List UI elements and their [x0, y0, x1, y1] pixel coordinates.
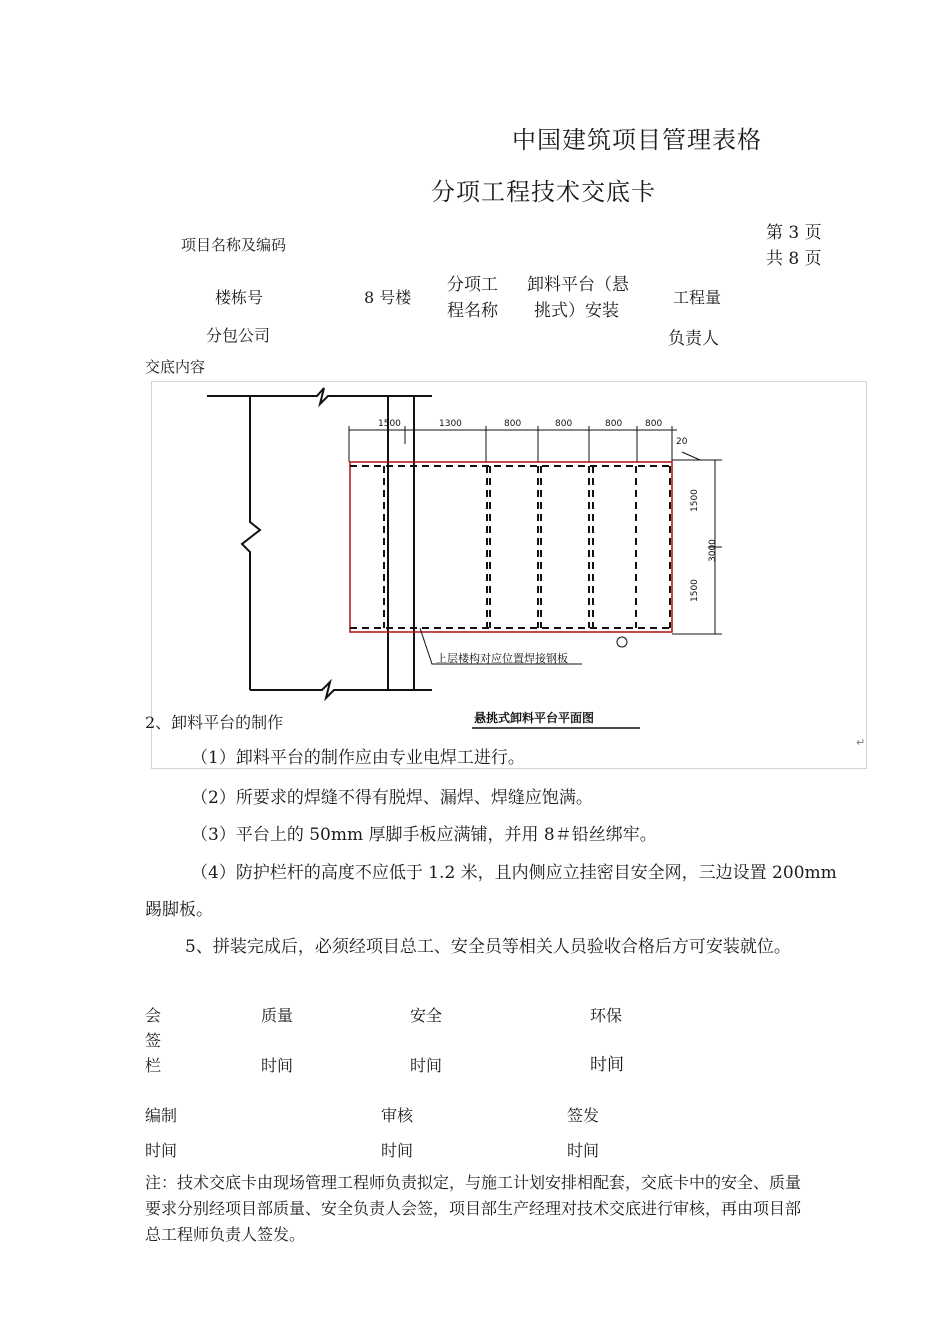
compiled-label: 编制: [145, 1106, 178, 1125]
item-1: （1）卸料平台的制作应由专业电焊工进行。: [191, 748, 525, 768]
item-4: （4）防护栏杆的高度不应低于 1.2 米，且内侧应立挂密目安全网，三边设置 200mm: [191, 863, 837, 883]
safety-time-label: 时间: [410, 1056, 443, 1075]
item-4-continued: 踢脚板。: [145, 900, 213, 920]
org-title: 中国建筑项目管理表格: [512, 126, 762, 154]
responsible-label: 负责人: [668, 329, 719, 349]
dim-right-1: 1500: [690, 489, 700, 512]
building-value: 8 号楼: [364, 288, 412, 307]
item-3: （3）平台上的 50mm 厚脚手板应满铺，并用 8＃铅丝绑牢。: [191, 825, 657, 845]
callout-text: 上层楼构对应位置焊接钢板: [436, 652, 568, 665]
subcontractor-label: 分包公司: [206, 326, 271, 345]
reviewed-time-label: 时间: [381, 1141, 414, 1160]
anchor-symbol: [617, 637, 627, 647]
signoff-label-3: 栏: [145, 1056, 162, 1075]
quality-label: 质量: [261, 1006, 294, 1025]
item-5: 5、拼装完成后，必须经项目总工、安全员等相关人员验收合格后方可安装就位。: [185, 937, 791, 957]
environment-label: 环保: [590, 1006, 623, 1025]
dim-top-2: 1300: [439, 419, 462, 429]
issued-label: 签发: [567, 1106, 600, 1125]
page-number: 第 3 页: [766, 223, 822, 243]
subitem-label-line2: 程名称: [447, 301, 498, 321]
footnote: 注：技术交底卡由现场管理工程师负责拟定，与施工计划安排相配套，交底卡中的安全、质量要求分别经项目部质量、安全负责人会签，项目部生产经理对技术交底进行审核，再由项目部总工程师负责人签发。: [145, 1173, 802, 1244]
top-dimension-line: [349, 426, 677, 462]
compiled-time-label: 时间: [145, 1141, 178, 1160]
environment-time-label: 时间: [590, 1055, 624, 1075]
subitem-value-line1: 卸料平台（悬: [527, 275, 629, 295]
signoff-label-2: 签: [145, 1031, 162, 1050]
subitem-label-line1: 分项工: [447, 275, 498, 295]
project-label: 项目名称及编码: [181, 236, 287, 254]
issued-time-label: 时间: [567, 1141, 600, 1160]
return-mark: ↵: [856, 736, 866, 749]
dim-top-3: 800: [504, 419, 522, 429]
subitem-value-line2: 挑式）安装: [534, 301, 619, 321]
building-label: 楼栋号: [215, 288, 264, 307]
quantity-label: 工程量: [673, 288, 722, 307]
dim-top-6: 800: [645, 419, 663, 429]
section-heading: 2、卸料平台的制作: [145, 713, 284, 732]
dim-small: 20: [676, 437, 688, 447]
dim-total: 3000: [708, 539, 718, 562]
dim-top-5: 800: [605, 419, 623, 429]
dim-top-1: 1500: [378, 419, 401, 429]
dashed-beams: [350, 466, 672, 628]
safety-label: 安全: [410, 1006, 443, 1025]
signoff-label-1: 会: [145, 1006, 162, 1025]
dim-top-4: 800: [555, 419, 573, 429]
reviewed-label: 审核: [381, 1106, 414, 1125]
content-label: 交底内容: [145, 358, 206, 376]
quality-time-label: 时间: [261, 1056, 294, 1075]
building-outline: [207, 388, 432, 698]
form-title: 分项工程技术交底卡: [431, 178, 656, 206]
item-2: （2）所要求的焊缝不得有脱焊、漏焊、焊缝应饱满。: [191, 788, 593, 808]
dim-right-2: 1500: [690, 579, 700, 602]
page-total: 共 8 页: [766, 249, 822, 269]
drawing-caption: 悬挑式卸料平台平面图: [474, 711, 595, 725]
platform-outline: [350, 462, 672, 632]
